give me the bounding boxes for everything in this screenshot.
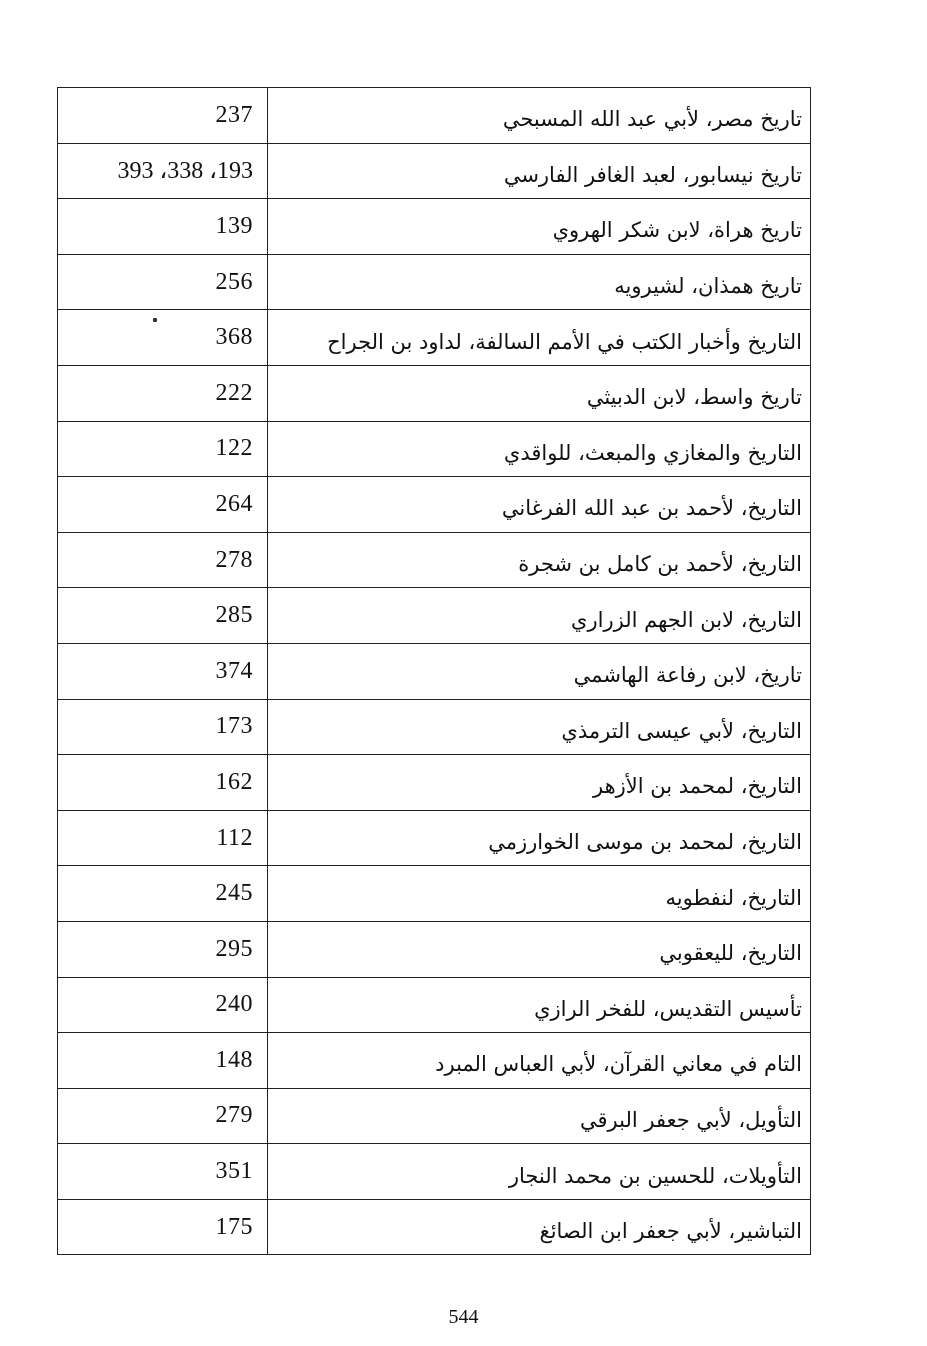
page-refs: 237 bbox=[58, 88, 268, 143]
table-row bbox=[58, 978, 810, 1034]
book-title: التاريخ، لأبي عيسى الترمذي bbox=[561, 718, 802, 743]
page-refs: 139 bbox=[58, 199, 268, 254]
page-refs: 222 bbox=[58, 366, 268, 421]
page-refs: 374 bbox=[58, 644, 268, 699]
page-refs bbox=[58, 144, 268, 199]
book-title: تاريخ نيسابور، لعبد الغافر الفارسي bbox=[503, 162, 802, 187]
book-title: تأسيس التقديس، للفخر الرازي bbox=[534, 996, 802, 1021]
book-title: تاريخ مصر، لأبي عبد الله المسبحي bbox=[502, 107, 802, 132]
book-title: التأويل، لأبي جعفر البرقي bbox=[579, 1107, 802, 1132]
page-refs: 245 bbox=[58, 866, 268, 921]
table-row bbox=[58, 922, 810, 978]
book-title: التباشير، لأبي جعفر ابن الصائغ bbox=[539, 1219, 802, 1244]
table-row bbox=[58, 199, 810, 255]
page-number: 544 bbox=[448, 1306, 479, 1328]
page-refs: 148 bbox=[58, 1033, 268, 1088]
book-title: التاريخ، لأحمد بن كامل بن شجرة bbox=[518, 552, 802, 577]
table-row bbox=[58, 1033, 810, 1089]
table-row bbox=[58, 866, 810, 922]
page-refs: 256 bbox=[58, 255, 268, 310]
book-title: تاريخ واسط، لابن الدبيثي bbox=[586, 385, 802, 410]
table-row bbox=[58, 477, 810, 533]
stray-ink-dot bbox=[153, 318, 157, 322]
table-row bbox=[58, 1200, 810, 1256]
table-row bbox=[58, 811, 810, 867]
book-title: التاريخ، لأحمد بن عبد الله الفرغاني bbox=[501, 496, 802, 521]
table-row bbox=[58, 755, 810, 811]
book-title: التاريخ، لابن الجهم الزراري bbox=[571, 607, 802, 632]
page-refs: 162 bbox=[58, 755, 268, 810]
table-row bbox=[58, 88, 810, 144]
page-refs-text: 193، 338، 393 bbox=[117, 158, 253, 185]
page-refs: 175 bbox=[58, 1200, 268, 1255]
table-row bbox=[58, 700, 810, 756]
book-title: التاريخ، لمحمد بن الأزهر bbox=[592, 774, 802, 799]
book-title: التاريخ وأخبار الكتب في الأمم السالفة، لداود بن الجراح bbox=[327, 329, 802, 354]
book-title: التاريخ، لنفطويه bbox=[665, 885, 802, 910]
page-refs: 351 bbox=[58, 1144, 268, 1199]
page-refs: 295 bbox=[58, 922, 268, 977]
table-row bbox=[58, 422, 810, 478]
page-refs: 112 bbox=[58, 811, 268, 866]
table-row bbox=[58, 588, 810, 644]
book-title: تاريخ همذان، لشيرويه bbox=[614, 274, 802, 299]
book-title: تاريخ هراة، لابن شكر الهروي bbox=[552, 218, 802, 243]
page-refs: 285 bbox=[58, 588, 268, 643]
page-refs: 278 bbox=[58, 533, 268, 588]
page-refs: 264 bbox=[58, 477, 268, 532]
book-title: التاريخ، لمحمد بن موسى الخوارزمي bbox=[488, 830, 802, 855]
table-row bbox=[58, 1144, 810, 1200]
book-title: التاريخ، لليعقوبي bbox=[659, 941, 802, 966]
table-row bbox=[58, 255, 810, 311]
book-title: التأويلات، للحسين بن محمد النجار bbox=[508, 1163, 802, 1188]
page-refs: 122 bbox=[58, 422, 268, 477]
table-row bbox=[58, 366, 810, 422]
page-refs: 279 bbox=[58, 1089, 268, 1144]
table-row bbox=[58, 533, 810, 589]
book-title: التام في معاني القرآن، لأبي العباس المبرد bbox=[435, 1052, 802, 1077]
index-table bbox=[57, 87, 811, 1255]
table-row bbox=[58, 1089, 810, 1145]
page-refs: 173 bbox=[58, 700, 268, 755]
table-row bbox=[58, 144, 810, 200]
book-title: تاريخ، لابن رفاعة الهاشمي bbox=[573, 663, 802, 688]
page-refs: 368 bbox=[58, 310, 268, 365]
table-row bbox=[58, 644, 810, 700]
table-row bbox=[58, 310, 810, 366]
page-refs: 240 bbox=[58, 978, 268, 1033]
book-title: التاريخ والمغازي والمبعث، للواقدي bbox=[503, 440, 802, 465]
